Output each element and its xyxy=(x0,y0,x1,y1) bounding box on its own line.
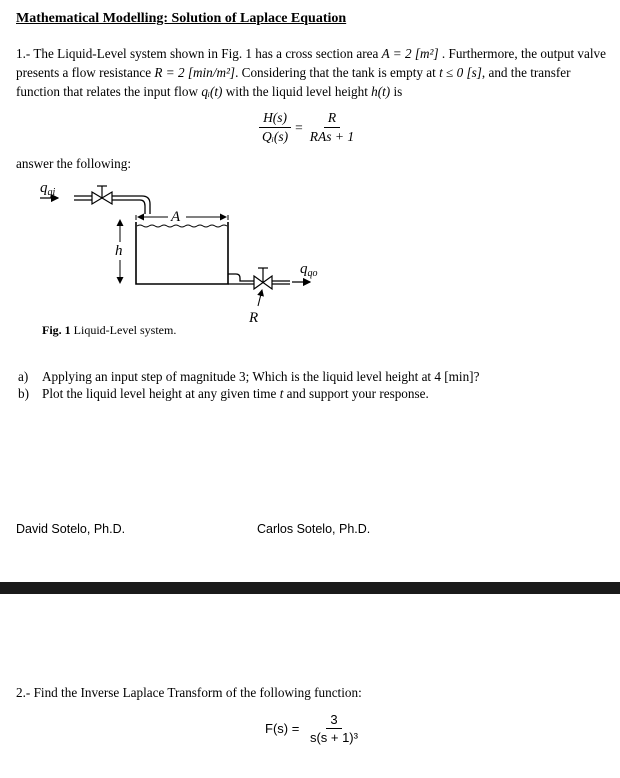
problem-1-statement xyxy=(16,44,612,101)
tf-left-denominator: Qᵢ(s) xyxy=(262,129,289,144)
function-f-of-s xyxy=(262,712,362,745)
function-denominator: s(s + 1)³ xyxy=(309,730,358,745)
intro-text-f: is xyxy=(390,84,403,99)
author-2: Carlos Sotelo, Ph.D. xyxy=(257,522,371,536)
liquid-level-figure xyxy=(0,170,360,330)
question-b-var: t xyxy=(279,386,284,401)
caption-text: Liquid-Level system. xyxy=(70,323,177,337)
caption-bold: Fig. 1 xyxy=(42,323,71,337)
answer-prompt: answer the following: xyxy=(16,156,131,171)
question-a xyxy=(18,369,479,385)
resistance-label: R xyxy=(249,310,259,326)
tf-right-fraction xyxy=(306,110,358,145)
area-label: A xyxy=(171,209,181,225)
tf-left-numerator: H(s) xyxy=(259,110,291,128)
tank xyxy=(136,222,228,284)
intro-text-b: . Furthermore, the output valve presents a flow resistance xyxy=(16,46,606,80)
time-expression: t ≤ 0 [s] xyxy=(439,65,482,80)
question-b xyxy=(18,386,429,402)
question-b-text-b: and support your response. xyxy=(283,386,429,401)
question-a-text: Applying an input step of magnitude 3; Which is the liquid level height at 4 [min]? xyxy=(42,369,480,384)
intro-text-e: with the liquid level height xyxy=(222,84,372,99)
question-b-label: b) xyxy=(18,386,29,401)
author-1: David Sotelo, Ph.D. xyxy=(16,522,126,536)
question-b-text-a: Plot the liquid level height at any given time xyxy=(42,386,280,401)
tf-left-fraction xyxy=(258,110,292,145)
resistance-expression: R = 2 [min/m²] xyxy=(154,65,236,80)
height-label: h xyxy=(115,243,123,259)
resistance-pointer xyxy=(258,290,262,306)
tf-right-denominator: RAs + 1 xyxy=(309,129,355,144)
function-fraction xyxy=(306,712,362,745)
figure-caption xyxy=(42,323,176,338)
area-expression: A = 2 [m²] xyxy=(381,46,439,61)
transfer-function xyxy=(258,110,358,145)
tf-right-numerator: R xyxy=(324,110,340,128)
inlet-valve-icon xyxy=(92,186,112,204)
intro-text-d: , and the transfer function that relates the input flow xyxy=(16,65,571,99)
liquid-surface xyxy=(137,225,227,227)
tf-equals: = xyxy=(295,119,303,135)
page-divider xyxy=(0,582,620,594)
function-numerator: 3 xyxy=(326,712,341,729)
intro-text-a: 1.- The Liquid-Level system shown in Fig. 1 has a cross section area xyxy=(16,46,382,61)
height-expression: h(t) xyxy=(371,84,391,99)
outlet-valve-icon xyxy=(254,268,272,289)
intro-text-c: . Considering that the tank is empty at xyxy=(235,65,440,80)
problem-2-prompt: 2.- Find the Inverse Laplace Transform of the following function: xyxy=(16,685,362,700)
question-a-label: a) xyxy=(18,369,29,384)
inflow-label: $q_{qi}$ xyxy=(40,180,56,198)
outflow-label: $q_{qo}$ xyxy=(300,261,318,279)
input-flow-expression: qᵢ(t) xyxy=(201,84,223,99)
function-lhs: F(s) = xyxy=(265,721,300,736)
document-title: Mathematical Modelling: Solution of Laplace Equation xyxy=(16,11,347,26)
